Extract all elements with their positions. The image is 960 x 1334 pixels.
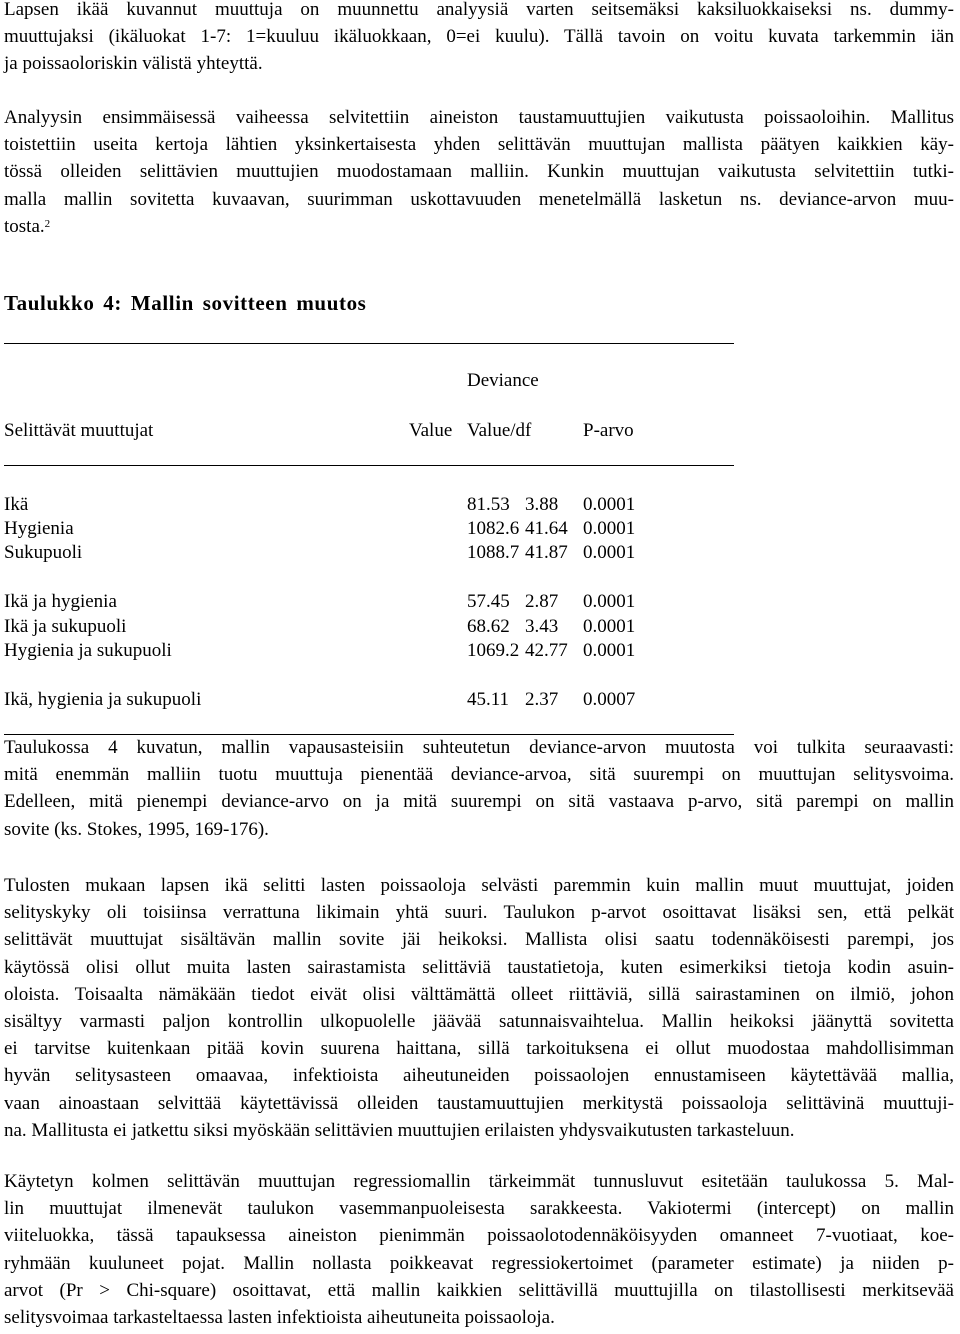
text-line: oloista. Toisaalta nämäkään tiedot eivät olisi välttämättä olleet riittäviä, sillä sairastaminen on ilmiö, johon	[4, 983, 954, 1005]
text-line: selitysvoimaa tarkasteltaessa lasten infektioista aiheutuneita poissaoloja.	[4, 1306, 555, 1328]
table-row-p: 0.0001	[583, 591, 636, 612]
table-row-label: Ikä ja hygienia	[4, 591, 117, 612]
table-top-rule	[4, 343, 734, 344]
table-row-p: 0.0001	[583, 542, 636, 563]
interpretation-paragraph	[4, 734, 954, 843]
text-line: lin muuttujat ilmenevät taulukon vasemmanpuoleisesta sarakkeesta. Vakiotermi (intercept) on mallin	[4, 1198, 954, 1220]
table-row-value: 1082.6	[467, 518, 520, 539]
header-variables: Selittävät muuttujat	[4, 420, 154, 441]
table-row-value-df: 2.87	[525, 591, 559, 612]
table-row-value-df: 41.87	[525, 542, 568, 563]
table-row-value: 81.53	[467, 494, 510, 515]
header-value: Value	[409, 420, 453, 441]
text-line-end: tosta.	[4, 215, 45, 237]
table-row-label: Hygienia	[4, 518, 74, 539]
text-line: ei tarvitse kuitenkaan pitää kovin suurena haittana, sillä tarkoituksena ei ollut muodostaa mahdollisimman	[4, 1038, 954, 1060]
text-line: selityskyky oli toisiinsa verrattuna likimain yhtä suuri. Taulukon p-arvot osoittavat lisäksi sen, että pelkät	[4, 902, 954, 924]
table-row-p: 0.0001	[583, 616, 636, 637]
text-line: Taulukossa 4 kuvatun, mallin vapausasteisiin suhteutetun deviance-arvon muutosta voi tulkita seuraavasti:	[4, 737, 954, 758]
text-line: sisältyy varmasti paljon kontrollin ulkopuolelle jäävää satunnaisvaihtelua. Mallin heikoksi jäänyttä sovitetta	[4, 1010, 954, 1032]
text-line: muuttujaksi (ikäluokat 1-7: 1=kuuluu ikäluokkaan, 0=ei kuulu). Tällä tavoin on voitu kuvata tarkemmin iän	[4, 26, 954, 48]
footnote-marker: 2	[44, 217, 51, 230]
text-line: ja poissaoloriskin välistä yhteyttä.	[4, 53, 263, 75]
text-line: malla mallin sovitetta kuvaavan, suurimman uskottavuuden menetelmällä lasketun ns. deviance-arvon muu-	[4, 188, 954, 210]
text-line: viiteluokka, tässä tapauksessa aineiston pienimmän poissaolotodennäköisyyden omanneet 7-vuotiaat, koe-	[4, 1225, 954, 1247]
text-line: selittävät muuttujat sisältävän mallin sovite jäi heikoksi. Mallista olisi saatu todennäköisesti parempi, jos	[4, 929, 954, 951]
table-row-value-df: 3.43	[525, 616, 559, 637]
text-line: tössä olleiden selittävien muuttujien muodostamaan malliin. Kunkin muuttujan vaikutusta selvitettiin tutki-	[4, 161, 954, 183]
text-line: Analyysin ensimmäisessä vaiheessa selvitettiin aineiston taustamuuttujien vaikutusta poissaoloihin. Mallitus	[4, 107, 954, 128]
table-row-value: 1069.2	[467, 640, 520, 661]
table-row-label: Ikä ja sukupuoli	[4, 616, 127, 637]
table-row-p: 0.0001	[583, 518, 636, 539]
table-row-label: Sukupuoli	[4, 542, 83, 563]
text-line: Tulosten mukaan lapsen ikä selitti lasten poissaoloja selvästi paremmin kuin mallin muut muuttujat, joiden	[4, 875, 954, 896]
intro-paragraph	[4, 0, 954, 78]
table-row-value: 45.11	[467, 689, 510, 710]
table-row-value-df: 42.77	[525, 640, 568, 661]
table-row-value-df: 3.88	[525, 494, 559, 515]
text-line: arvot (Pr > Chi-square) osoittavat, että mallin kaikkien selittävillä muuttujilla on tilastollisesti merkitsevää	[4, 1279, 954, 1301]
text-line: Käytetyn kolmen selittävän muuttujan regressiomallin tärkeimmät tunnusluvut esitetään taulukossa 5. Mal-	[4, 1171, 954, 1192]
table-row-value-df: 41.64	[525, 518, 568, 539]
text-line: mitä enemmän malliin tuotu muuttuja pienentää deviance-arvoa, sitä suurempi on muuttujan selitysvoima.	[4, 764, 954, 786]
table-title: Taulukko 4: Mallin sovitteen muutos	[4, 291, 367, 315]
table-row-value: 68.62	[467, 616, 510, 637]
text-line: hyvän selitysasteen omaavaa, infektioista aiheutuneiden poissaolojen ennustamiseen käytettävää mallia,	[4, 1065, 954, 1087]
results-paragraph	[4, 872, 954, 1144]
table-header-rule	[4, 465, 734, 466]
table-row-value-df: 2.37	[525, 689, 559, 710]
table-row-label: Ikä	[4, 494, 29, 515]
deviance-group-header: Deviance	[467, 370, 539, 391]
text-line: toistettiin useita kertoja lähtien yksinkertaisesta yhden selittävän muuttujan mallista päätyen kaikkien käy-	[4, 134, 954, 156]
table-row-value: 1088.7	[467, 542, 520, 563]
text-line: na. Mallitusta ei jatkettu siksi myöskään selittävien muuttujien erilaisten yhdysvaikutusten tarkasteluun.	[4, 1119, 795, 1141]
regression-paragraph	[4, 1168, 954, 1331]
text-line: vaan ainoastaan selvittää käytettävissä olleiden taustamuuttujien merkitystä poissaoloja selittävinä muuttuji-	[4, 1092, 954, 1114]
text-line: Lapsen ikää kuvannut muuttuja on muunnettu analyysiä varten seitsemäksi kaksiluokkaiseksi ns. dummy-	[4, 0, 954, 20]
text-line: ryhmään kuuluneet pojat. Mallin nollasta poikkeavat regressiokertoimet (parameter estimate) ja niiden p-	[4, 1252, 954, 1274]
table-row-value: 57.45	[467, 591, 510, 612]
header-value-df: Value/df	[467, 420, 532, 441]
table-row-label: Ikä, hygienia ja sukupuoli	[4, 689, 202, 710]
table-row-label: Hygienia ja sukupuoli	[4, 640, 172, 661]
text-line	[4, 213, 954, 240]
table-row-p: 0.0001	[583, 494, 636, 515]
table-row-p: 0.0001	[583, 640, 636, 661]
text-line: sovite (ks. Stokes, 1995, 169-176).	[4, 818, 269, 840]
analysis-paragraph	[4, 104, 954, 240]
text-line: Edelleen, mitä pienempi deviance-arvo on ja mitä suurempi on sitä vastaava p-arvo, sitä parempi on mallin	[4, 791, 954, 813]
table-row-p: 0.0007	[583, 689, 636, 710]
text-line: käytössä olisi ollut muita lasten sairastamista selittäviä taustatietoja, kuten esimerkiksi tietoja kodin asuin-	[4, 956, 954, 978]
header-p-value: P-arvo	[583, 420, 634, 441]
